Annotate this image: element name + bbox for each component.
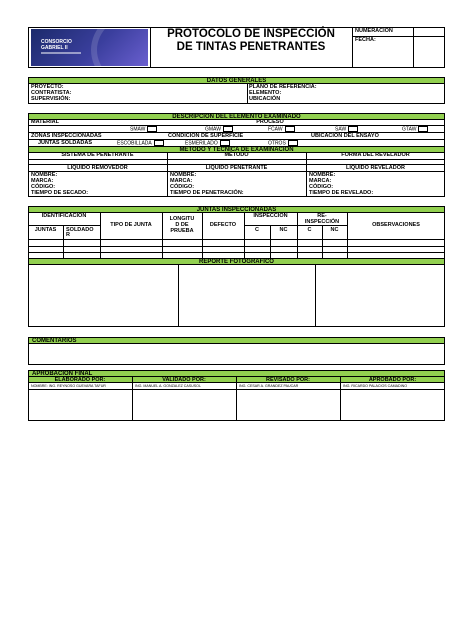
proceso-label: PROCESO: [256, 119, 284, 125]
proceso-fcaw[interactable]: [268, 126, 295, 132]
revelador-nombre: NOMBRE:: [309, 172, 336, 178]
tiempo-secado-label: TIEMPO DE SECADO:: [31, 190, 89, 196]
ubicacion-label: UBICACIÓN: [249, 96, 281, 102]
proceso-gmaw[interactable]: [205, 126, 233, 132]
liquido-revelador-label: LIQUIDO REVELADOR: [346, 165, 405, 171]
proceso-smaw[interactable]: [130, 126, 157, 132]
jt-h-insp: [244, 225, 347, 226]
elaborado-name: NOMBRE: ING. REYNOSO GUEVARA TAFUR: [31, 384, 106, 388]
datos-generales-header: DATOS GENERALES: [28, 77, 445, 84]
plano-label: PLANO DE REFERENCIA:: [249, 84, 317, 90]
juntas-soldadas-label: JUNTAS SOLDADAS: [38, 140, 92, 146]
revisado-name: ING. CESAR A. GRANDEZ PAUCAR: [239, 384, 299, 388]
descripcion-header: DESCRIPCIÓN DEL ELEMENTO EXAMINADO: [28, 113, 445, 120]
proceso-smaw-label: SMAW: [130, 126, 146, 133]
escobillada-label: ESCOBILLADA: [117, 140, 152, 147]
soldador-label-1: SOLDADO: [66, 227, 94, 233]
desc-line-1: [28, 125, 445, 126]
material-label: MATERIAL: [31, 119, 60, 125]
datos-divider: [247, 83, 248, 104]
metodo-line-1: [28, 159, 445, 160]
header-divider-2: [352, 27, 353, 68]
penetrante-codigo: CÓDIGO:: [170, 184, 195, 190]
forma-revelador-label: FORMA DEL REVELADOR: [341, 152, 410, 158]
tipo-junta-label: TIPO DE JUNTA: [110, 222, 152, 228]
reporte-box: [28, 264, 445, 327]
aprobado-name: ING. RICARDO PALACIOS CAMADINO: [343, 384, 408, 388]
proceso-gtaw[interactable]: [402, 126, 428, 132]
metodo-label: MÉTODO: [224, 152, 249, 158]
inspeccion-label: INSPECCIÓN: [253, 213, 288, 219]
defecto-label: DEFECTO: [209, 222, 237, 228]
removedor-marca: MARCA:: [31, 178, 54, 184]
reinsp-nc-label: NC: [330, 227, 339, 233]
ubicacion-ensayo-label: UBICACIÓN DEL ENSAYO: [311, 133, 379, 139]
proyecto-label: PROYECTO:: [31, 84, 64, 90]
jt-h-id: [28, 225, 100, 226]
validado-label: VALIDADO POR:: [162, 377, 206, 383]
proceso-saw-label: SAW: [335, 126, 347, 133]
fcaw-checkbox[interactable]: [285, 126, 295, 132]
revisado-label: REVISADO POR:: [265, 377, 310, 383]
logo-text-1: CONSORCIO: [41, 39, 72, 45]
aprobado-signature-field[interactable]: [341, 390, 444, 420]
reporte-header: REPORTE FOTOGRÁFICO: [28, 258, 445, 265]
proceso-fcaw-label: FCAW: [268, 126, 283, 133]
foto-divider-1: [178, 264, 179, 327]
sistema-label: SISTEMA DE PENETRANTE: [61, 152, 134, 158]
juntas-header: JUNTAS INSPECCIONADAS: [28, 206, 445, 213]
header-divider-1: [150, 27, 151, 68]
penetrante-marca: MARCA:: [170, 178, 193, 184]
revelador-codigo: CÓDIGO:: [309, 184, 334, 190]
company-logo: [31, 29, 148, 66]
numeracion-label: NUMERACIÓN: [355, 28, 393, 34]
fecha-field[interactable]: [414, 37, 444, 67]
aprobacion-header: APROBACIÓN FINAL: [28, 370, 445, 377]
proceso-saw[interactable]: [335, 126, 358, 132]
reinsp-c-label: C: [307, 227, 312, 233]
jt-v9: [63, 225, 64, 259]
gmaw-checkbox[interactable]: [223, 126, 233, 132]
zonas-label: ZONAS INSPECCIONADAS: [31, 133, 102, 139]
condicion-label: CONDICIÓN DE SUPERFICIE: [168, 133, 244, 139]
gtaw-checkbox[interactable]: [418, 126, 428, 132]
elemento-label: ELEMENTO:: [249, 90, 282, 96]
saw-checkbox[interactable]: [348, 126, 358, 132]
insp-nc-label: NC: [279, 227, 288, 233]
proceso-gtaw-label: GTAW: [402, 126, 417, 133]
reinspeccion-label-1: RE-: [317, 213, 327, 219]
tiempo-revelado-label: TIEMPO DE REVELADO:: [309, 190, 374, 196]
logo-text-2: GABRIEL II: [41, 45, 68, 51]
aprobado-label: APROBADO POR:: [368, 377, 417, 383]
longitud-label-3: PRUEBA: [170, 228, 194, 234]
elaborado-signature-field[interactable]: [29, 390, 131, 420]
penetrante-nombre: NOMBRE:: [170, 172, 197, 178]
revisado-signature-field[interactable]: [237, 390, 339, 420]
fecha-label: FECHA:: [355, 37, 376, 43]
datos-generales-box: [28, 83, 445, 104]
page-title-line2: DE TINTAS PENETRANTES: [176, 41, 326, 53]
foto-divider-2: [315, 264, 316, 327]
metodo-header: MÉTODO Y TÉCNICA DE EXAMINACIÓN: [28, 146, 445, 153]
revelador-marca: MARCA:: [309, 178, 332, 184]
jt-h1: [28, 239, 445, 240]
reinspeccion-label-2: INSPECCIÓN: [304, 219, 340, 225]
comentarios-header: COMENTARIOS: [28, 337, 445, 344]
longitud-label-1: LONGITU: [169, 216, 195, 222]
removedor-nombre: NOMBRE:: [31, 172, 58, 178]
jt-h2: [28, 246, 445, 247]
insp-c-label: C: [255, 227, 259, 233]
page-title-line1: PROTOCOLO DE INSPECCIÓN: [167, 28, 335, 40]
otros-label: OTROS: [268, 140, 286, 147]
metodo-line-3: [28, 171, 445, 172]
observaciones-label: OBSERVACIONES: [372, 222, 420, 228]
tiempo-penetracion-label: TIEMPO DE PENETRACIÓN:: [170, 190, 244, 196]
validado-signature-field[interactable]: [133, 390, 235, 420]
liquido-removedor-label: LIQUIDO REMOVEDOR: [67, 165, 128, 171]
removedor-codigo: CÓDIGO:: [31, 184, 56, 190]
proceso-gmaw-label: GMAW: [205, 126, 221, 133]
numeracion-field[interactable]: [414, 28, 444, 35]
longitud-label-2: D DE: [175, 222, 189, 228]
smaw-checkbox[interactable]: [147, 126, 157, 132]
identificacion-label: IDENTIFICACIÓN: [41, 213, 87, 219]
liquido-penetrante-label: LIQUIDO PENETRANTE: [205, 165, 268, 171]
soldador-label-2: R: [66, 232, 70, 238]
logo-tagline: [41, 52, 81, 54]
jt-h3: [28, 252, 445, 253]
esmerilado-label: ESMERILADO: [185, 140, 218, 147]
validado-name: ING. MANUEL A. GONZALEZ CASUSOL: [135, 384, 201, 388]
contratista-label: CONTRATISTA:: [31, 90, 72, 96]
elaborado-label: ELABORADO POR:: [54, 377, 106, 383]
juntas-col-label: JUNTAS: [34, 227, 57, 233]
logo-swirl-icon: [91, 29, 148, 66]
supervision-label: SUPERVISIÓN:: [31, 96, 71, 102]
